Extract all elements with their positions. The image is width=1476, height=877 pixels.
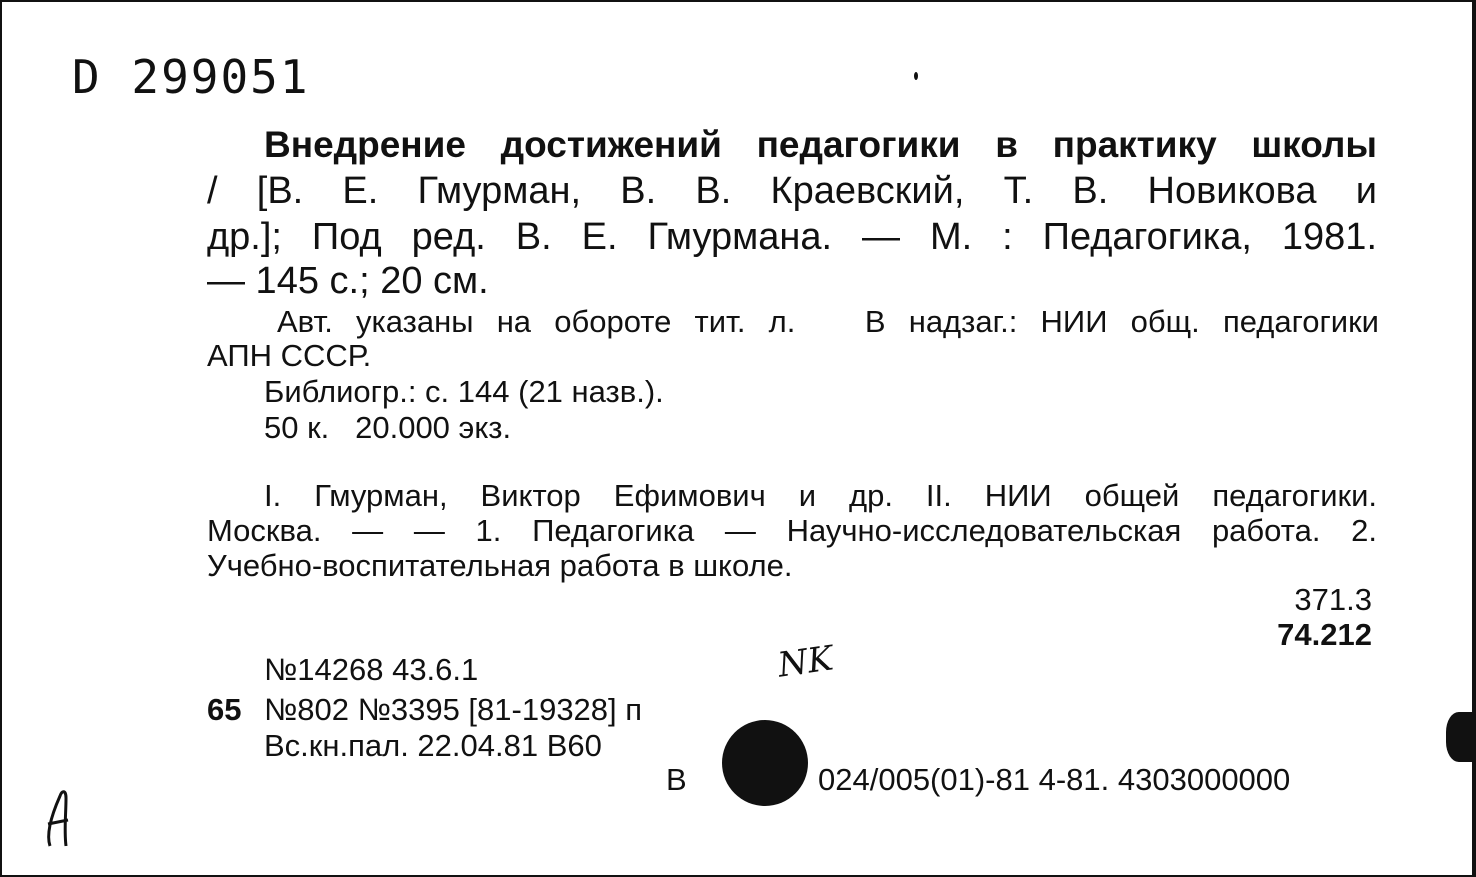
tracings-line-1: I. Гмурман, Виктор Ефимович и др. II. НИИ общей педагогики.	[264, 478, 1377, 513]
handwritten-numeral	[42, 784, 78, 854]
note-line-1: Авт. указаны на обороте тит. л. В надзаг.: НИИ общ. педагогики	[277, 304, 1379, 339]
classification-code-line: 024/005(01)-81 4-81. 4303000000	[818, 762, 1291, 797]
udc-code: 371.3	[1294, 582, 1372, 617]
bbk-code: 74.212	[1277, 617, 1372, 652]
note-line-2: АПН СССР.	[207, 338, 372, 373]
responsibility-line-1: / [В. Е. Гмурман, В. В. Краевский, Т. В. Новикова и	[207, 170, 1377, 212]
punch-hole	[722, 720, 808, 806]
price-print-run: 50 к. 20.000 экз.	[264, 410, 512, 445]
registration-line: №802 №3395 [81-19328] п	[264, 692, 643, 727]
bibliography-note: Библиогр.: с. 144 (21 назв.).	[264, 374, 664, 409]
order-number: №14268 43.6.1	[264, 652, 479, 687]
series-letter: В	[666, 762, 687, 797]
handwritten-mark: NK	[775, 638, 836, 686]
book-title: Внедрение достижений педагогики в практику школы	[264, 124, 1377, 165]
chamber-line: Вс.кн.пал. 22.04.81 В60	[264, 728, 602, 763]
tracings-line-2: Москва. — — 1. Педагогика — Научно-исследовательская работа. 2.	[207, 513, 1377, 548]
responsibility-line-2: др.]; Под ред. В. Е. Гмурмана. — М. : Педагогика, 1981.	[207, 216, 1377, 258]
ink-speck	[914, 72, 918, 80]
physical-extent: — 145 с.; 20 см.	[207, 260, 489, 302]
tracings-line-3: Учебно-воспитательная работа в школе.	[207, 548, 793, 583]
card-number: D 299051	[72, 50, 310, 104]
ordinal-number: 65	[207, 692, 242, 727]
edge-ink-blot	[1446, 712, 1476, 762]
